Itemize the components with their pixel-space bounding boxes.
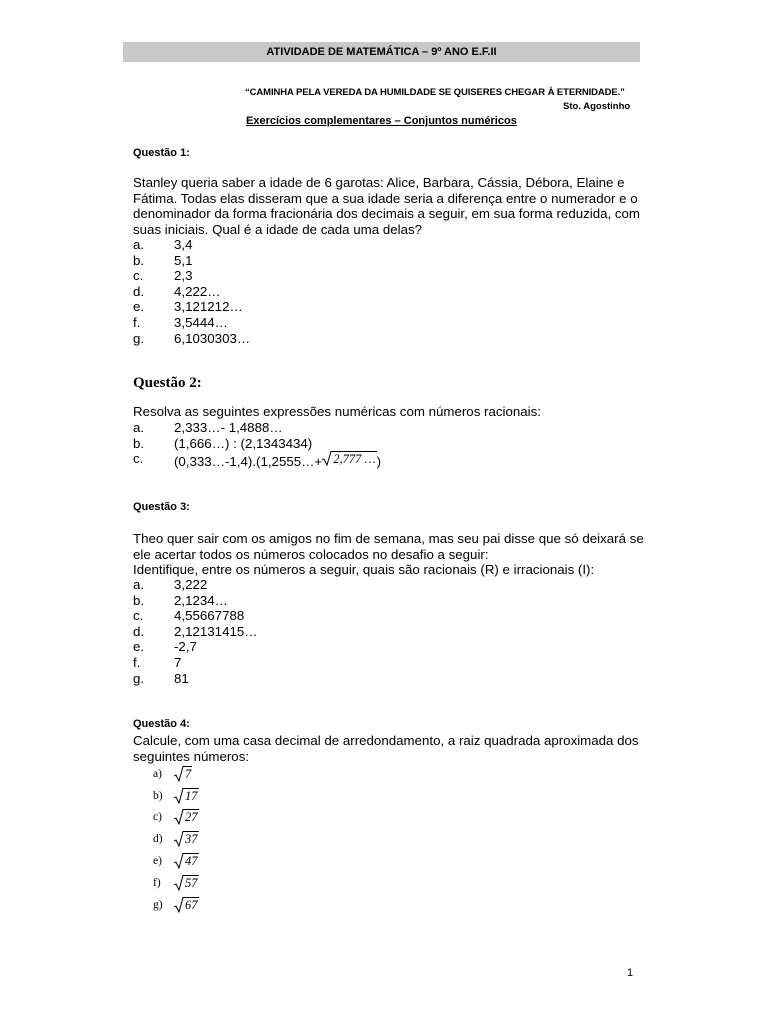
item-label: b): [153, 789, 163, 802]
item-value: 7: [174, 654, 182, 670]
item-label: d.: [133, 623, 145, 639]
radical-sign-icon: [174, 853, 184, 869]
list-item: [133, 671, 258, 687]
page-number: 1: [627, 967, 634, 979]
item-label: b.: [133, 592, 145, 608]
list-item: [133, 639, 258, 655]
item-label: d.: [133, 283, 145, 299]
list-item: [133, 420, 381, 436]
list-item: [153, 807, 199, 829]
square-root: [174, 766, 192, 782]
item-label: e.: [133, 299, 145, 315]
question-4-statement: [133, 733, 653, 764]
radical-sign-icon: [174, 788, 184, 804]
item-label: d): [153, 833, 163, 846]
radicand: 2,777 …: [333, 452, 376, 467]
list-item: [133, 655, 258, 671]
list-item: [133, 436, 381, 452]
question-2-intro: Resolva as seguintes expressões numéricas com números racionais:: [133, 404, 541, 419]
item-value: 3,222: [174, 577, 208, 592]
list-item: [133, 268, 250, 284]
list-item: [133, 315, 250, 331]
list-item: [133, 284, 250, 300]
list-item: [133, 253, 250, 269]
item-label: f): [153, 876, 161, 889]
square-root: [174, 809, 199, 825]
list-item: [153, 785, 199, 807]
question-4-title: Questão 4:: [133, 718, 190, 730]
radicand: 57: [185, 875, 198, 890]
question-2-title: Questão 2:: [133, 375, 202, 391]
item-label: f.: [133, 654, 141, 670]
item-label: c): [153, 811, 162, 824]
radical-sign-icon: [174, 766, 184, 782]
statement-line: Calcule, com uma casa decimal de arredondamento, a raiz quadrada aproximada dos: [133, 733, 639, 748]
square-root: [174, 788, 199, 804]
radicand: 37: [185, 832, 198, 847]
list-item: [153, 763, 199, 785]
item-label: c.: [133, 268, 144, 284]
statement-line: Theo quer sair com os amigos no fim de semana, mas seu pai disse que só deixará se: [133, 531, 644, 546]
question-3-items: [133, 577, 258, 686]
statement-line: suas iniciais. Qual é a idade de cada uma delas?: [133, 221, 423, 237]
square-root: [174, 831, 199, 847]
square-root: [174, 875, 199, 891]
question-4-items: [153, 763, 199, 916]
item-value: 2,12131415…: [174, 623, 258, 639]
item-value: [174, 451, 382, 470]
statement-line: Identifique, entre os números a seguir, quais são racionais (R) e irracionais (I):: [133, 562, 595, 578]
statement-line: Stanley queria saber a idade de 6 garotas: Alice, Barbara, Cássia, Débora, Elaine e: [133, 175, 625, 190]
item-label: g): [153, 898, 163, 911]
item-value: 6,1030303…: [174, 330, 251, 346]
item-value: 5,1: [174, 252, 193, 268]
list-item: [153, 850, 199, 872]
item-label: a.: [133, 237, 145, 252]
item-label: a): [153, 767, 162, 780]
radical-sign-icon: [174, 809, 184, 825]
list-item: [133, 451, 382, 470]
epigraph-quote: “CAMINHA PELA VEREDA DA HUMILDADE SE QUISERES CHEGAR À ETERNIDADE.”: [245, 87, 625, 98]
item-label: g.: [133, 670, 145, 686]
radical-sign-icon: [174, 897, 184, 913]
square-root: [174, 853, 199, 869]
item-value: 81: [174, 670, 189, 686]
question-1-items: [133, 237, 250, 346]
item-label: g.: [133, 330, 145, 346]
item-label: e): [153, 855, 162, 868]
item-label: f.: [133, 314, 141, 330]
expression-part: ): [376, 454, 382, 470]
list-item: [133, 237, 250, 253]
item-value: 4,222…: [174, 283, 221, 299]
worksheet-title: ATIVIDADE DE MATEMÁTICA – 9º ANO E.F.II: [123, 42, 640, 62]
list-item: [133, 624, 258, 640]
item-label: b.: [133, 252, 145, 268]
expression-part: (0,333…-1,4).(1,2555…+: [174, 454, 323, 470]
worksheet-subtitle: Exercícios complementares – Conjuntos numéricos: [246, 115, 517, 127]
radicand: 47: [185, 854, 198, 869]
square-root: [174, 897, 199, 913]
question-1-title: Questão 1:: [133, 147, 190, 159]
question-2-items: [133, 420, 382, 470]
item-label: a.: [133, 420, 145, 435]
item-label: b.: [133, 435, 145, 451]
statement-line: denominador da forma fracionária dos decimais a seguir, em sua forma reduzida, com: [133, 206, 641, 222]
item-label: c.: [133, 608, 144, 624]
item-label: c.: [133, 451, 144, 467]
list-item: [133, 593, 258, 609]
radicand: 17: [185, 788, 198, 803]
radical-sign-icon: [322, 451, 332, 466]
list-item: [133, 299, 250, 315]
list-item: [153, 828, 199, 850]
radicand: 67: [185, 897, 198, 912]
item-value: 3,5444…: [174, 314, 228, 330]
list-item: [153, 894, 199, 916]
item-value: 4,55667788: [174, 608, 245, 624]
radicand: 27: [185, 810, 198, 825]
item-value: 2,1234…: [174, 592, 228, 608]
item-label: e.: [133, 639, 145, 655]
radical-sign-icon: [174, 875, 184, 891]
item-value: -2,7: [174, 639, 197, 655]
list-item: [133, 331, 250, 347]
question-3-title: Questão 3:: [133, 501, 190, 513]
list-item: [153, 872, 199, 894]
statement-line: seguintes números:: [133, 748, 250, 764]
question-1-statement: [133, 175, 653, 237]
item-value: (1,666…) : (2,1343434): [174, 435, 313, 451]
list-item: [133, 608, 258, 624]
item-value: 3,121212…: [174, 299, 243, 315]
square-root: [322, 451, 376, 466]
radical-sign-icon: [174, 831, 184, 847]
radicand: 7: [185, 766, 192, 781]
item-label: a.: [133, 577, 145, 592]
statement-line: Fátima. Todas elas disseram que a sua idade seria a diferença entre o numerador e o: [133, 190, 638, 206]
question-3-statement: [133, 531, 653, 578]
item-value: 2,333…- 1,4888…: [174, 420, 283, 435]
item-value: 2,3: [174, 268, 193, 284]
list-item: [133, 577, 258, 593]
item-value: 3,4: [174, 237, 193, 252]
epigraph-author: Sto. Agostinho: [563, 101, 631, 112]
statement-line: ele acertar todos os números colocados no desafio a seguir:: [133, 546, 489, 562]
